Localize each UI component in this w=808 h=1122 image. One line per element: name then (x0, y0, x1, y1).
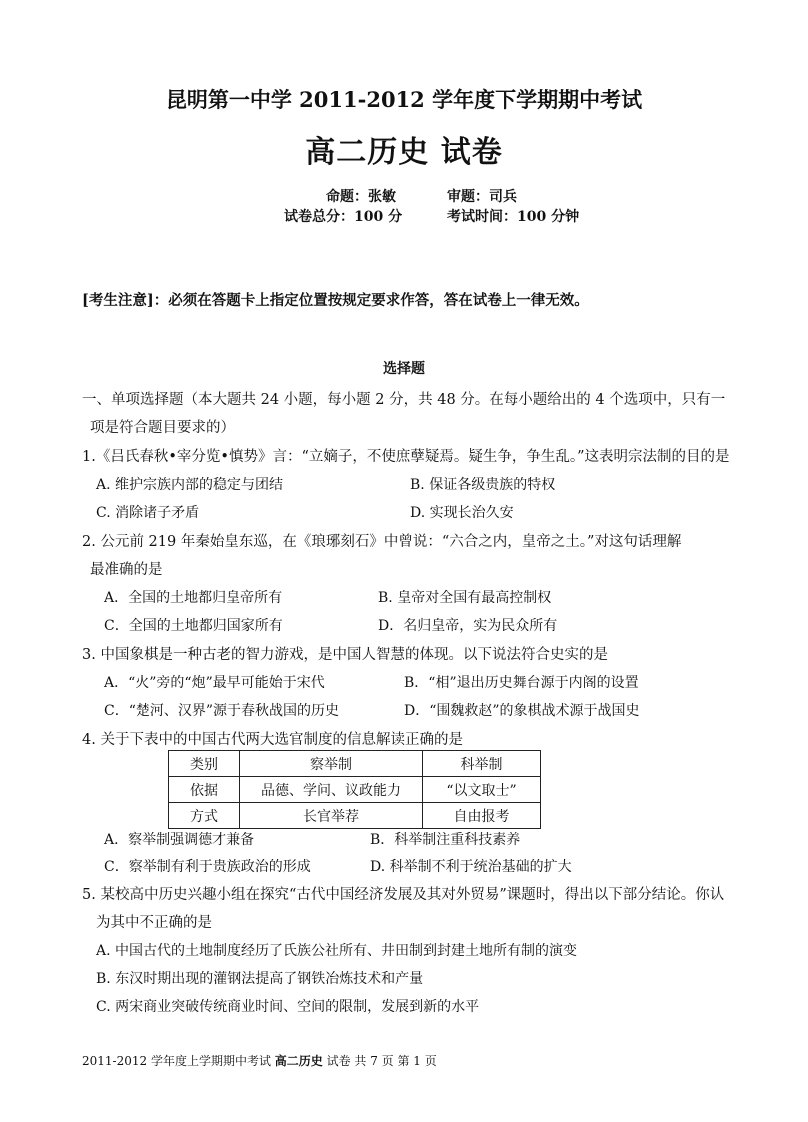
table-cell: 依据 (169, 777, 240, 803)
part1-instructions-line2: 项是符合题目要求的） (90, 420, 235, 436)
paper-title: 高二历史 试卷 (305, 135, 503, 170)
footer-page-info: 试卷 共 7 页 第 1 页 (322, 1054, 437, 1068)
question-5-option-a: A. 中国古代的土地制度经历了氏族公社所有、井田制到封建土地所有制的演变 (96, 943, 578, 959)
table-row (169, 751, 541, 777)
table-cell: 自由报考 (423, 803, 541, 829)
table-row (169, 777, 541, 803)
question-5-option-c: C. 两宋商业突破传统商业时间、空间的限制，发展到新的水平 (96, 999, 480, 1015)
table-cell: 方式 (169, 803, 240, 829)
question-5-stem-line1: 5. 某校高中历史兴趣小组在探究“古代中国经济发展及其对外贸易”课题时，得出以下部分结论。你认 (82, 887, 725, 903)
question-1-stem: 1.《吕氏春秋•宰分览•慎势》言：“立嫡子，不使庶孽疑焉。疑生争，争生乱。”这表明宗法制的目的是 (82, 449, 730, 465)
question-2-option-b: B. 皇帝对全国有最高控制权 (378, 590, 552, 606)
section-title: 选择题 (383, 361, 425, 377)
footer-prefix: 2011-2012 学年度上学期期中考试 (82, 1054, 275, 1068)
table-cell: 品德、学问、议政能力 (240, 777, 423, 803)
question-4-option-d: D. 科举制不利于统治基础的扩大 (370, 859, 572, 875)
table-cell: “以文取士” (423, 777, 541, 803)
question-4-option-a: A．察举制强调德才兼备 (104, 832, 255, 848)
question-2-option-a: A．全国的土地都归皇帝所有 (104, 590, 283, 606)
question-4-option-c: C．察举制有利于贵族政治的形成 (104, 859, 311, 875)
question-3-option-d: D．“围魏救赵”的象棋战术源于战国史 (404, 703, 640, 719)
question-1-option-d: D. 实现长治久安 (410, 505, 514, 521)
table-row (169, 803, 541, 829)
question-5-stem-line2: 为其中不正确的是 (96, 915, 212, 931)
question-3-option-b: B．“相”退出历史舞台源于内阁的设置 (404, 675, 639, 691)
author-line: 命题：张敏 (326, 189, 396, 205)
question-2-stem-line2: 最准确的是 (90, 562, 163, 578)
question-2-option-d: D．名归皇帝，实为民众所有 (378, 618, 558, 634)
page-footer (82, 1052, 437, 1069)
question-2-option-c: C．全国的土地都归国家所有 (104, 618, 283, 634)
question-3-option-c: C．“楚河、汉界”源于春秋战国的历史 (104, 703, 340, 719)
total-score-line: 试卷总分：100 分 (284, 209, 403, 225)
question-3-option-a: A．“火”旁的“炮”最早可能始于宋代 (104, 675, 325, 691)
table-cell: 长官举荐 (240, 803, 423, 829)
question-3-stem: 3. 中国象棋是一种古老的智力游戏，是中国人智慧的体现。以下说法符合史实的是 (82, 647, 608, 663)
exam-notice: [考生注意]：必须在答题卡上指定位置按规定要求作答，答在试卷上一律无效。 (82, 292, 589, 309)
table-cell: 科举制 (423, 751, 541, 777)
table-cell: 察举制 (240, 751, 423, 777)
part1-instructions-line1: 一、单项选择题（本大题共 24 小题，每小题 2 分，共 48 分。在每小题给出的 4 个选项中，只有一 (82, 392, 726, 408)
exam-time-line: 考试时间：100 分钟 (447, 209, 580, 225)
question-1-option-a: A. 维护宗族内部的稳定与团结 (96, 477, 284, 493)
question-2-stem-line1: 2. 公元前 219 年秦始皇东巡，在《琅琊刻石》中曾说：“六合之内，皇帝之土。”对这句话理解 (82, 534, 682, 550)
school-exam-title: 昆明第一中学 2011-2012 学年度下学期期中考试 (165, 87, 643, 112)
footer-subject: 高二历史 (274, 1054, 323, 1068)
question-1-option-b: B. 保证各级贵族的特权 (410, 477, 556, 493)
reviewer-line: 审题：司兵 (447, 189, 517, 205)
table-cell: 类别 (169, 751, 240, 777)
question-4-option-b: B．科举制注重科技素养 (370, 832, 521, 848)
question-5-option-b: B. 东汉时期出现的灌钢法提高了钢铁冶炼技术和产量 (96, 971, 424, 987)
question-4-stem: 4. 关于下表中的中国古代两大选官制度的信息解读正确的是 (82, 732, 463, 748)
selection-system-table (168, 750, 541, 829)
question-1-option-c: C. 消除诸子矛盾 (96, 505, 200, 521)
